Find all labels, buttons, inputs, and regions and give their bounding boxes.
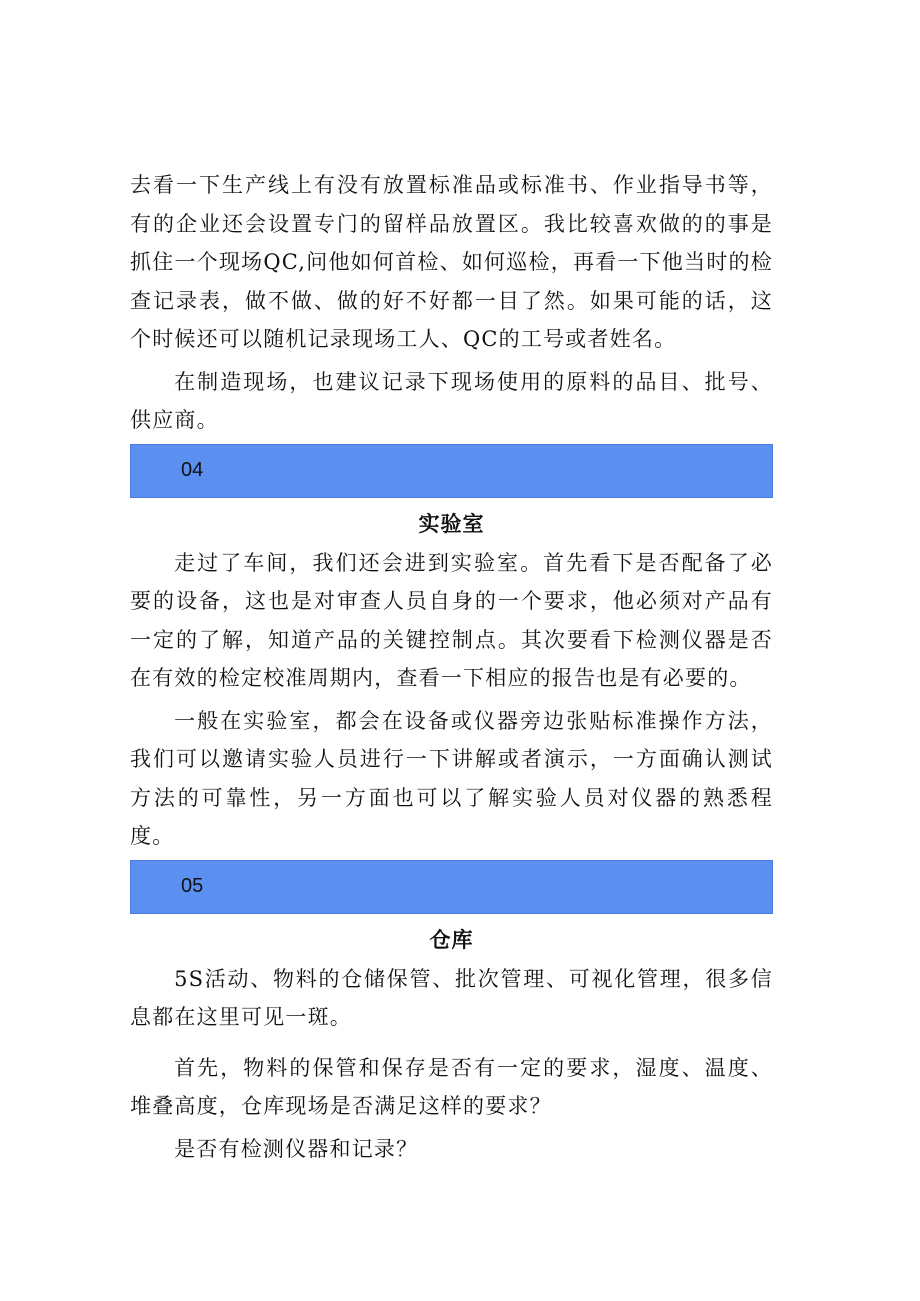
laboratory-paragraph-2: 一般在实验室，都会在设备或仪器旁边张贴标准操作方法，我们可以邀请实验人员进行一下讲解或者演示，一方面确认测试方法的可靠性，另一方面也可以了解实验人员对仪器的熟悉程度。 [130,708,773,848]
document-page [130,166,773,1168]
warehouse-paragraph-1: 5S活动、物料的仓储保管、批次管理、可视化管理，很多信息都在这里可见一斑。 [130,966,773,1029]
section-number-bar-04 [130,444,773,498]
warehouse-paragraph-3: 是否有检测仪器和记录？ [174,1136,419,1161]
intro-paragraph-1: 去看一下生产线上有没有放置标准品或标准书、作业指导书等，有的企业还会设置专门的留样品放置区。我比较喜欢做的的事是抓住一个现场QC,问他如何首检、如何巡检，再看一下他当时的检查记录表，做不做、做的好不好都一目了然。如果可能的话，这个时候还可以随机记录现场工人、QC的工号或者姓名。 [130,173,773,351]
section-title-warehouse: 仓库 [429,926,474,952]
section-title-laboratory: 实验室 [418,510,485,536]
laboratory-paragraph-1: 走过了车间，我们还会进到实验室。首先看下是否配备了必要的设备，这也是对审查人员自身的一个要求，他必须对产品有一定的了解，知道产品的关键控制点。其次要看下检测仪器是否在有效的检定校准周期内，查看一下相应的报告也是有必要的。 [130,550,773,690]
intro-paragraph-2: 在制造现场，也建议记录下现场使用的原料的品目、批号、供应商。 [130,369,773,432]
section-number-bar-05 [130,860,773,914]
section-number: 05 [181,875,204,897]
section-number: 04 [181,459,204,481]
warehouse-paragraph-2: 首先，物料的保管和保存是否有一定的要求，湿度、温度、堆叠高度，仓库现场是否满足这样的要求？ [130,1055,773,1118]
